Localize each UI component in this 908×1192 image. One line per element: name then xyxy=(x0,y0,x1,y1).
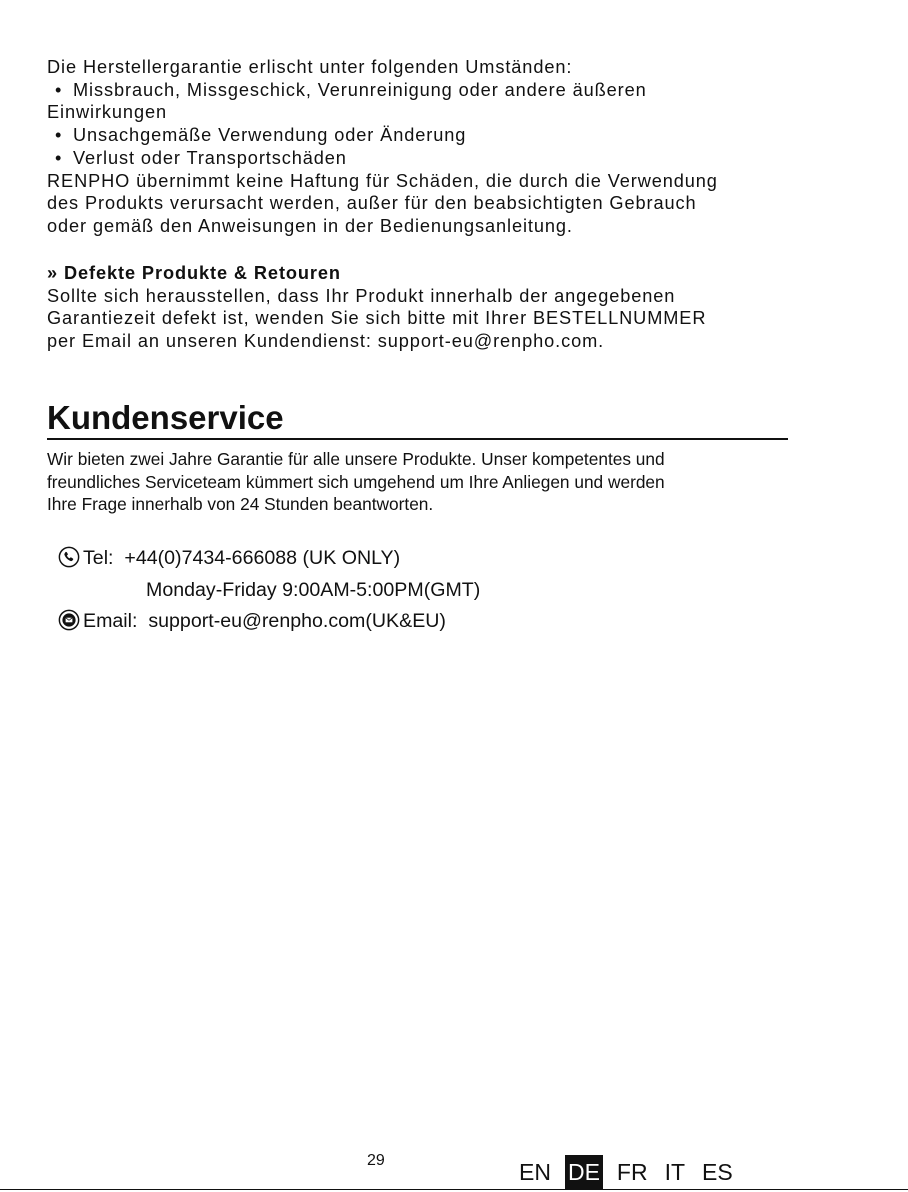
liability-line: des Produkts verursacht werden, außer für den beabsichtigten Gebrauch xyxy=(47,193,697,214)
tel-row xyxy=(58,545,400,571)
service-intro-line: freundliches Serviceteam kümmert sich umgehend um Ihre Anliegen und werden xyxy=(47,471,665,492)
email-link[interactable]: support-eu@renpho.com(UK&EU) xyxy=(148,610,446,632)
list-item: • Verlust oder Transportschäden xyxy=(55,147,347,168)
list-item: • Missbrauch, Missgeschick, Verunreinigung oder andere äußeren xyxy=(55,79,647,100)
email-icon xyxy=(58,609,80,631)
language-tab-en[interactable]: EN xyxy=(519,1159,551,1185)
phone-icon xyxy=(58,546,80,568)
language-tab-fr[interactable]: FR xyxy=(616,1159,648,1185)
defects-line: Garantiezeit defekt ist, wenden Sie sich bitte mit Ihrer BESTELLNUMMER xyxy=(47,308,707,329)
liability-line: oder gemäß den Anweisungen in der Bedienungsanleitung. xyxy=(47,215,573,236)
warranty-intro: Die Herstellergarantie erlischt unter folgenden Umständen: xyxy=(47,57,573,77)
email-label: Email: xyxy=(83,610,138,632)
defects-heading: » Defekte Produkte & Retouren xyxy=(47,263,341,283)
service-hours: Monday-Friday 9:00AM-5:00PM(GMT) xyxy=(146,579,481,601)
defects-line: per Email an unseren Kundendienst: support-eu@renpho.com. xyxy=(47,331,605,352)
language-selector xyxy=(516,1155,747,1189)
liability-line: RENPHO übernimmt keine Haftung für Schäden, die durch die Verwendung xyxy=(47,170,718,191)
bullet-icon: • xyxy=(55,147,63,168)
defects-section xyxy=(47,262,807,353)
page-number: 29 xyxy=(367,1152,385,1169)
service-intro-line: Ihre Frage innerhalb von 24 Stunden beantworten. xyxy=(47,494,434,515)
section-title: Kundenservice xyxy=(47,398,788,440)
email-row xyxy=(58,608,446,634)
tel-label: Tel: xyxy=(83,547,114,569)
service-intro xyxy=(47,448,777,516)
service-intro-line: Wir bieten zwei Jahre Garantie für alle unsere Produkte. Unser kompetentes und xyxy=(47,449,665,469)
list-item: • Unsachgemäße Verwendung oder Änderung xyxy=(55,125,467,146)
language-tab-it[interactable]: IT xyxy=(664,1159,686,1185)
defects-line: Sollte sich herausstellen, dass Ihr Produkt innerhalb der angegebenen xyxy=(47,285,676,306)
language-tab-de[interactable]: DE xyxy=(565,1155,603,1189)
tel-number[interactable]: +44(0)7434-666088 (UK ONLY) xyxy=(124,547,401,569)
bullet-icon: • xyxy=(55,125,63,146)
language-tab-es[interactable]: ES xyxy=(702,1159,733,1185)
bullet-icon: • xyxy=(55,79,63,100)
warranty-section xyxy=(47,56,807,238)
list-item-continuation: Einwirkungen xyxy=(47,102,167,123)
bottom-divider xyxy=(0,1189,908,1190)
